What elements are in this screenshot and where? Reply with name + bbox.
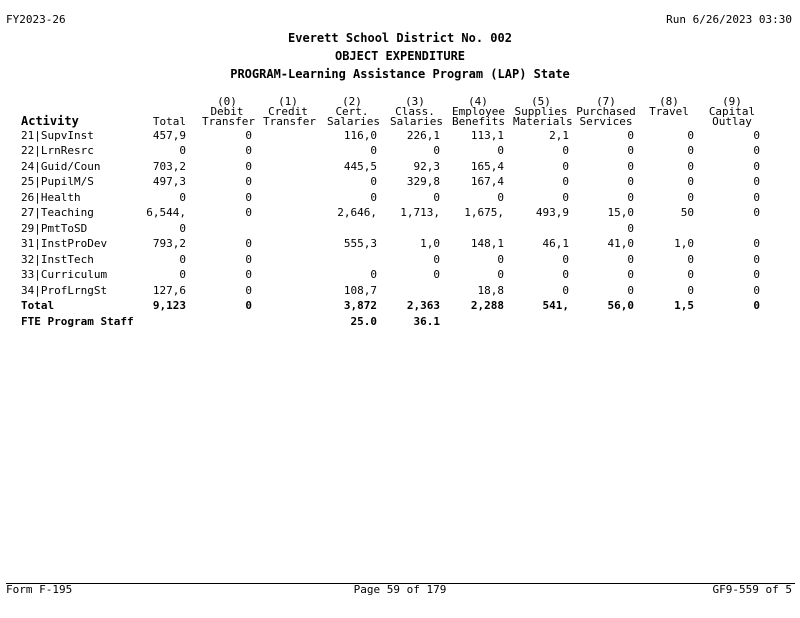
row-supplies-materials: 0	[562, 161, 569, 172]
row-purchased-services: 0	[627, 161, 634, 172]
page-number: Page 59 of 179	[353, 583, 447, 596]
row-purchased-services: 0	[627, 145, 634, 156]
row-total: 703,2	[152, 161, 186, 172]
column-label: Benefits	[452, 115, 505, 128]
total-row-total: 9,123	[152, 300, 186, 311]
row-cert-salaries: 0	[370, 176, 377, 187]
row-employee-benefits: 148,1	[470, 238, 504, 249]
total-row-supplies-materials: 541,	[542, 300, 569, 311]
row-supplies-materials: 0	[562, 192, 569, 203]
column-label: Supplies	[514, 105, 568, 118]
row-class-salaries: 92,3	[413, 161, 440, 172]
column-header-travel	[646, 97, 692, 117]
row-activity: 22|LrnResrc	[21, 144, 94, 157]
form-number: Form F-195	[6, 583, 73, 596]
column-label: Salaries	[327, 115, 380, 128]
row-debit-transfer: 0	[245, 176, 252, 187]
row-debit-transfer: 0	[245, 161, 252, 172]
row-total: 0	[179, 192, 186, 203]
row-capital-outlay: 0	[753, 254, 760, 265]
total-row-debit-transfer: 0	[245, 300, 252, 311]
row-capital-outlay: 0	[753, 145, 760, 156]
column-label: Class.	[395, 105, 435, 118]
row-debit-transfer: 0	[245, 207, 252, 218]
row-purchased-services: 0	[627, 130, 634, 141]
column-number: (2)	[342, 95, 362, 108]
total-row-capital-outlay: 0	[753, 300, 760, 311]
row-employee-benefits: 113,1	[470, 130, 504, 141]
column-label: Purchased	[576, 105, 636, 118]
row-total: 0	[179, 269, 186, 280]
row-debit-transfer: 0	[245, 130, 252, 141]
row-capital-outlay: 0	[753, 238, 760, 249]
column-header-supplies-materials	[513, 95, 573, 128]
fte-row-cert: 25.0	[350, 316, 377, 327]
row-travel: 50	[680, 207, 694, 218]
column-label: Travel	[649, 105, 689, 118]
row-capital-outlay: 0	[753, 269, 760, 280]
row-travel: 0	[687, 176, 694, 187]
row-class-salaries: 1,713,	[400, 207, 440, 218]
column-header-capital-outlay	[706, 97, 758, 127]
column-label: Transfer	[202, 115, 255, 128]
row-capital-outlay: 0	[753, 285, 760, 296]
row-supplies-materials: 493,9	[535, 207, 569, 218]
row-capital-outlay: 0	[753, 192, 760, 203]
row-activity: 29|PmtToSD	[21, 222, 88, 235]
row-supplies-materials: 46,1	[542, 238, 569, 249]
row-class-salaries: 0	[433, 192, 440, 203]
row-activity: 24|Guid/Coun	[21, 160, 101, 173]
row-travel: 0	[687, 192, 694, 203]
column-label: Employee	[452, 105, 505, 118]
row-total: 127,6	[152, 285, 186, 296]
row-class-salaries: 1,0	[420, 238, 440, 249]
row-class-salaries: 226,1	[406, 130, 440, 141]
run-timestamp: Run 6/26/2023 03:30	[666, 13, 792, 26]
row-supplies-materials: 0	[562, 285, 569, 296]
row-capital-outlay: 0	[753, 161, 760, 172]
column-label: Debit	[210, 105, 244, 118]
report-title: OBJECT EXPENDITURE	[334, 49, 466, 63]
row-class-salaries: 329,8	[406, 176, 440, 187]
row-employee-benefits: 165,4	[470, 161, 504, 172]
total-row-cert-salaries: 3,872	[343, 300, 377, 311]
row-purchased-services: 0	[627, 223, 634, 234]
row-total: 0	[179, 223, 186, 234]
fte-row-class: 36.1	[413, 316, 440, 327]
column-header-credit-transfer	[263, 95, 316, 128]
column-number: (5)	[531, 95, 551, 108]
row-activity: 32|InstTech	[21, 253, 94, 266]
row-activity: 26|Health	[21, 191, 81, 204]
row-travel: 0	[687, 269, 694, 280]
total-row-class-salaries: 2,363	[406, 300, 440, 311]
row-travel: 0	[687, 130, 694, 141]
row-class-salaries: 0	[433, 254, 440, 265]
row-activity: 25|PupilM/S	[21, 175, 94, 188]
row-cert-salaries: 116,0	[343, 130, 377, 141]
row-total: 497,3	[152, 176, 186, 187]
column-number: (3)	[405, 95, 425, 108]
row-cert-salaries: 0	[370, 269, 377, 280]
total-row-purchased-services: 56,0	[607, 300, 634, 311]
column-label: Cert.	[335, 105, 369, 118]
total-row-label: Total	[21, 299, 55, 312]
row-employee-benefits: 0	[497, 269, 504, 280]
row-supplies-materials: 0	[562, 145, 569, 156]
column-label: Services	[579, 115, 633, 128]
fiscal-year-label: FY2023-26	[6, 13, 66, 26]
column-label: Materials	[513, 115, 573, 128]
column-header-purchased-services	[576, 97, 636, 127]
column-header-cert-salaries	[327, 95, 380, 128]
column-label: Transfer	[263, 115, 316, 128]
row-class-salaries: 0	[433, 145, 440, 156]
row-employee-benefits: 1,675,	[464, 207, 504, 218]
column-label: Salaries	[390, 115, 443, 128]
column-number: (1)	[278, 95, 298, 108]
column-label: Capital	[708, 105, 756, 118]
column-label: Credit	[268, 105, 308, 118]
row-purchased-services: 0	[627, 176, 634, 187]
column-number: (7)	[596, 95, 616, 108]
row-purchased-services: 0	[627, 285, 634, 296]
row-purchased-services: 15,0	[607, 207, 634, 218]
row-debit-transfer: 0	[245, 238, 252, 249]
row-purchased-services: 41,0	[607, 238, 634, 249]
column-header-employee-benefits	[452, 97, 504, 127]
row-purchased-services: 0	[627, 254, 634, 265]
row-employee-benefits: 0	[497, 192, 504, 203]
row-travel: 0	[687, 254, 694, 265]
row-total: 6,544,	[146, 207, 186, 218]
row-cert-salaries: 555,3	[343, 238, 377, 249]
row-supplies-materials: 0	[562, 176, 569, 187]
row-cert-salaries: 108,7	[343, 285, 377, 296]
column-header-class-salaries	[390, 95, 443, 128]
row-total: 457,9	[152, 130, 186, 141]
row-capital-outlay: 0	[753, 130, 760, 141]
column-label: Outlay	[712, 115, 752, 128]
row-supplies-materials: 2,1	[549, 130, 569, 141]
column-number: (0)	[217, 95, 237, 108]
row-total: 793,2	[152, 238, 186, 249]
row-employee-benefits: 0	[497, 145, 504, 156]
row-employee-benefits: 0	[497, 254, 504, 265]
row-activity: 27|Teaching	[21, 206, 94, 219]
program-title: PROGRAM-Learning Assistance Program (LAP) State	[230, 67, 570, 81]
total-column-header: Total	[152, 115, 186, 128]
row-debit-transfer: 0	[245, 269, 252, 280]
row-cert-salaries: 445,5	[343, 161, 377, 172]
activity-column-header: Activity	[21, 114, 79, 128]
row-debit-transfer: 0	[245, 254, 252, 265]
row-total: 0	[179, 254, 186, 265]
row-supplies-materials: 0	[562, 254, 569, 265]
row-travel: 0	[687, 285, 694, 296]
row-debit-transfer: 0	[245, 285, 252, 296]
row-supplies-materials: 0	[562, 269, 569, 280]
row-employee-benefits: 167,4	[470, 176, 504, 187]
row-purchased-services: 0	[627, 269, 634, 280]
column-number: (9)	[722, 95, 742, 108]
row-employee-benefits: 18,8	[477, 285, 504, 296]
total-row-travel: 1,5	[674, 300, 694, 311]
column-header-debit-transfer	[202, 95, 255, 128]
row-cert-salaries: 0	[370, 145, 377, 156]
row-activity: 33|Curriculum	[21, 268, 108, 281]
column-number: (8)	[659, 95, 679, 108]
row-travel: 0	[687, 161, 694, 172]
total-row-employee-benefits: 2,288	[470, 300, 504, 311]
row-cert-salaries: 0	[370, 192, 377, 203]
row-capital-outlay: 0	[753, 176, 760, 187]
row-debit-transfer: 0	[245, 145, 252, 156]
row-activity: 34|ProfLrngSt	[21, 284, 108, 297]
report-code: GF9-559 of 5	[712, 583, 792, 596]
row-cert-salaries: 2,646,	[337, 207, 377, 218]
row-travel: 0	[687, 145, 694, 156]
row-class-salaries: 0	[433, 269, 440, 280]
column-number: (4)	[468, 95, 488, 108]
row-debit-transfer: 0	[245, 192, 252, 203]
fte-row-label: FTE Program Staff	[21, 315, 134, 328]
row-total: 0	[179, 145, 186, 156]
row-activity: 21|SupvInst	[21, 129, 94, 142]
row-activity: 31|InstProDev	[21, 237, 108, 250]
row-purchased-services: 0	[627, 192, 634, 203]
district-title: Everett School District No. 002	[288, 31, 512, 45]
row-capital-outlay: 0	[753, 207, 760, 218]
row-travel: 1,0	[674, 238, 694, 249]
